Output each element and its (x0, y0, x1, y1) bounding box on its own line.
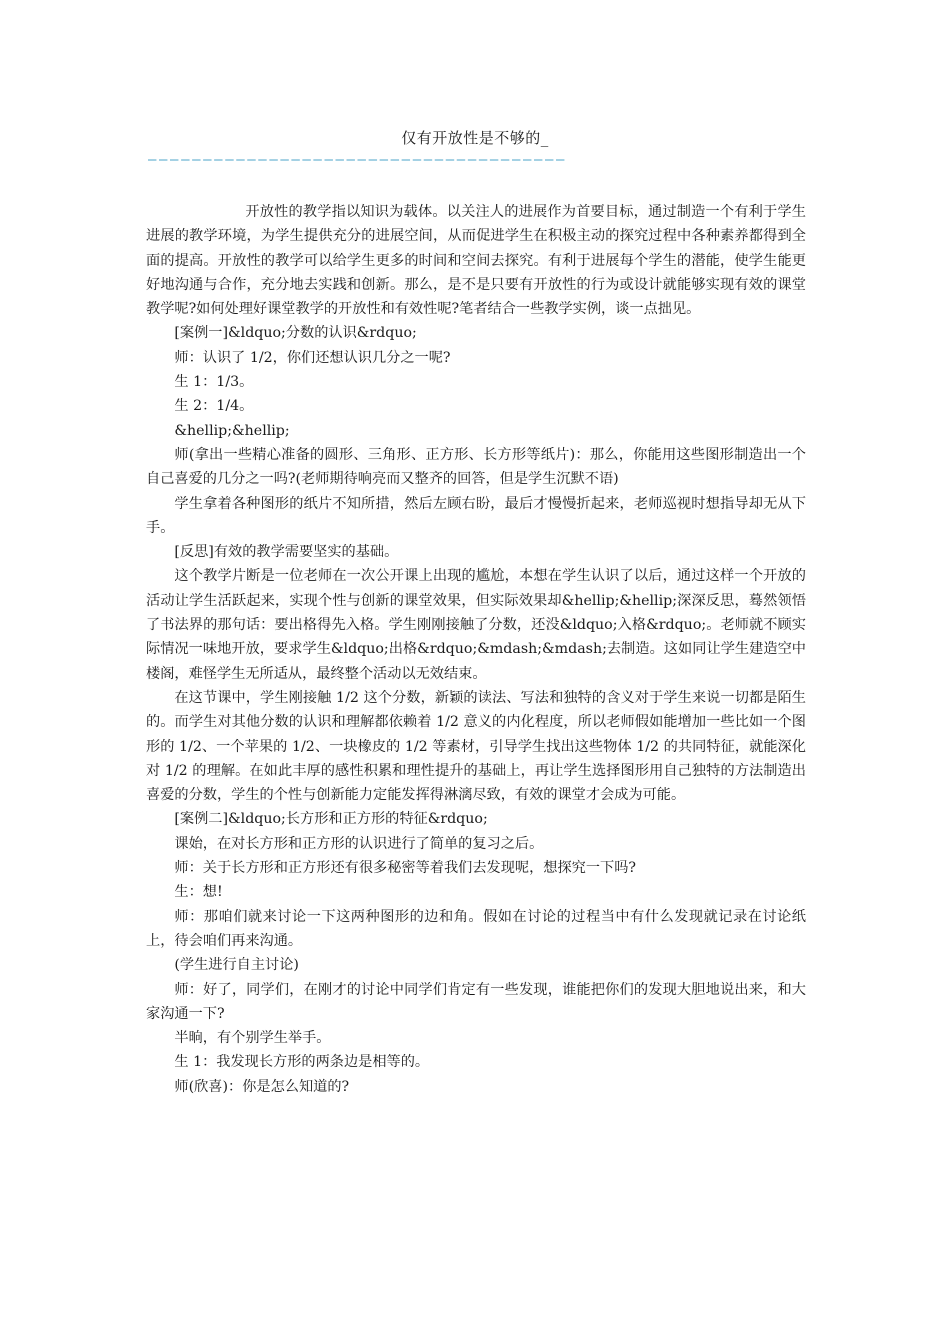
title-underline-rule: —————————————————————————————————————— (148, 152, 568, 168)
paragraph-dialogue: 师：那咱们就来讨论一下这两种图形的边和角。假如在讨论的过程当中有什么发现就记录在讨论纸上，待会咱们再来沟通。 (146, 908, 806, 949)
paragraph-reflection-heading: [反思]有效的教学需要坚实的基础。 (174, 544, 399, 561)
paragraph-narration: (学生进行自主讨论) (174, 957, 299, 974)
document-body (146, 200, 806, 1099)
document-title: 仅有开放性是不够的_ (401, 129, 549, 147)
paragraph-dialogue: 生 1：1/3。 (174, 374, 254, 391)
paragraph-ellipsis: &hellip;&hellip; (174, 422, 290, 439)
paragraph-dialogue: 生：想! (174, 884, 223, 901)
paragraph-narration: 课始，在对长方形和正方形的认识进行了简单的复习之后。 (174, 835, 544, 852)
paragraph-case-two-heading: [案例二]&ldquo;长方形和正方形的特征&rdquo; (174, 811, 488, 828)
paragraph-dialogue: 师：认识了 1/2，你们还想认识几分之一呢? (174, 349, 451, 366)
paragraph-narration: 半晌，有个别学生举手。 (174, 1030, 331, 1047)
paragraph-narration: 学生拿着各种图形的纸片不知所措，然后左顾右盼，最后才慢慢折起来，老师巡视时想指导却无从下手。 (146, 495, 806, 536)
paragraph-dialogue: 师：好了，同学们，在刚才的讨论中同学们肯定有一些发现，谁能把你们的发现大胆地说出来，和大家沟通一下? (146, 981, 806, 1022)
paragraph-dialogue: 生 1：我发现长方形的两条边是相等的。 (174, 1054, 430, 1071)
paragraph-dialogue: 师：关于长方形和正方形还有很多秘密等着我们去发现呢，想探究一下吗? (174, 860, 636, 877)
paragraph-case-one-heading: [案例一]&ldquo;分数的认识&rdquo; (174, 325, 417, 342)
paragraph-reflection: 在这节课中，学生刚接触 1/2 这个分数，新颖的读法、写法和独特的含义对于学生来说一切都是陌生的。而学生对其他分数的认识和理解都依赖着 1/2 意义的内化程度，所以老师假如能增加一些比如一个图形的 1/2、一个苹果的 1/2、一块橡皮的 1/2 等素材，引导学生找出这些物体 1/2 的共同特征，就能深化对 1/2 的理解。在如此丰厚的感性积累和理性提升的基础上，再让学生选择图形用自己独特的方法制造出喜爱的分数，学生的个性与创新能力定能发挥得淋漓尽致，有效的课堂才会成为可能。 (146, 689, 806, 804)
paragraph-dialogue: 师(拿出一些精心准备的圆形、三角形、正方形、长方形等纸片)：那么，你能用这些图形制造出一个自己喜爱的几分之一吗?(老师期待响亮而又整齐的回答，但是学生沉默不语) (146, 446, 806, 488)
paragraph-intro: 开放性的教学指以知识为载体。以关注人的进展作为首要目标，通过制造一个有利于学生进展的教学环境，为学生提供充分的进展空间，从而促进学生在积极主动的探究过程中各种素养都得到全面的提高。开放性的教学可以给学生更多的时间和空间去探究。有利于进展每个学生的潜能，使学生能更好地沟通与合作，充分地去实践和创新。那么，是不是只要有开放性的行为或设计就能够实现有效的课堂教学呢?如何处理好课堂教学的开放性和有效性呢?笔者结合一些教学实例，谈一点拙见。 (146, 204, 806, 318)
paragraph-reflection: 这个教学片断是一位老师在一次公开课上出现的尴尬，本想在学生认识了以后，通过这样一个开放的活动让学生活跃起来，实现个性与创新的课堂效果，但实际效果却&hellip;&hellip;深深反思，蓦然领悟了书法界的那句话：要出格得先入格。学生刚刚接触了分数，还没&ldquo;入格&rdquo;。老师就不顾实际情况一味地开放，要求学生&ldquo;出格&rdquo;&mdash;&mdash;去制造。这如同让学生建造空中楼阁，难怪学生无所适从，最终整个活动以无效结束。 (146, 568, 806, 682)
paragraph-dialogue: 生 2：1/4。 (174, 398, 254, 415)
paragraph-dialogue: 师(欣喜)：你是怎么知道的? (174, 1078, 350, 1095)
